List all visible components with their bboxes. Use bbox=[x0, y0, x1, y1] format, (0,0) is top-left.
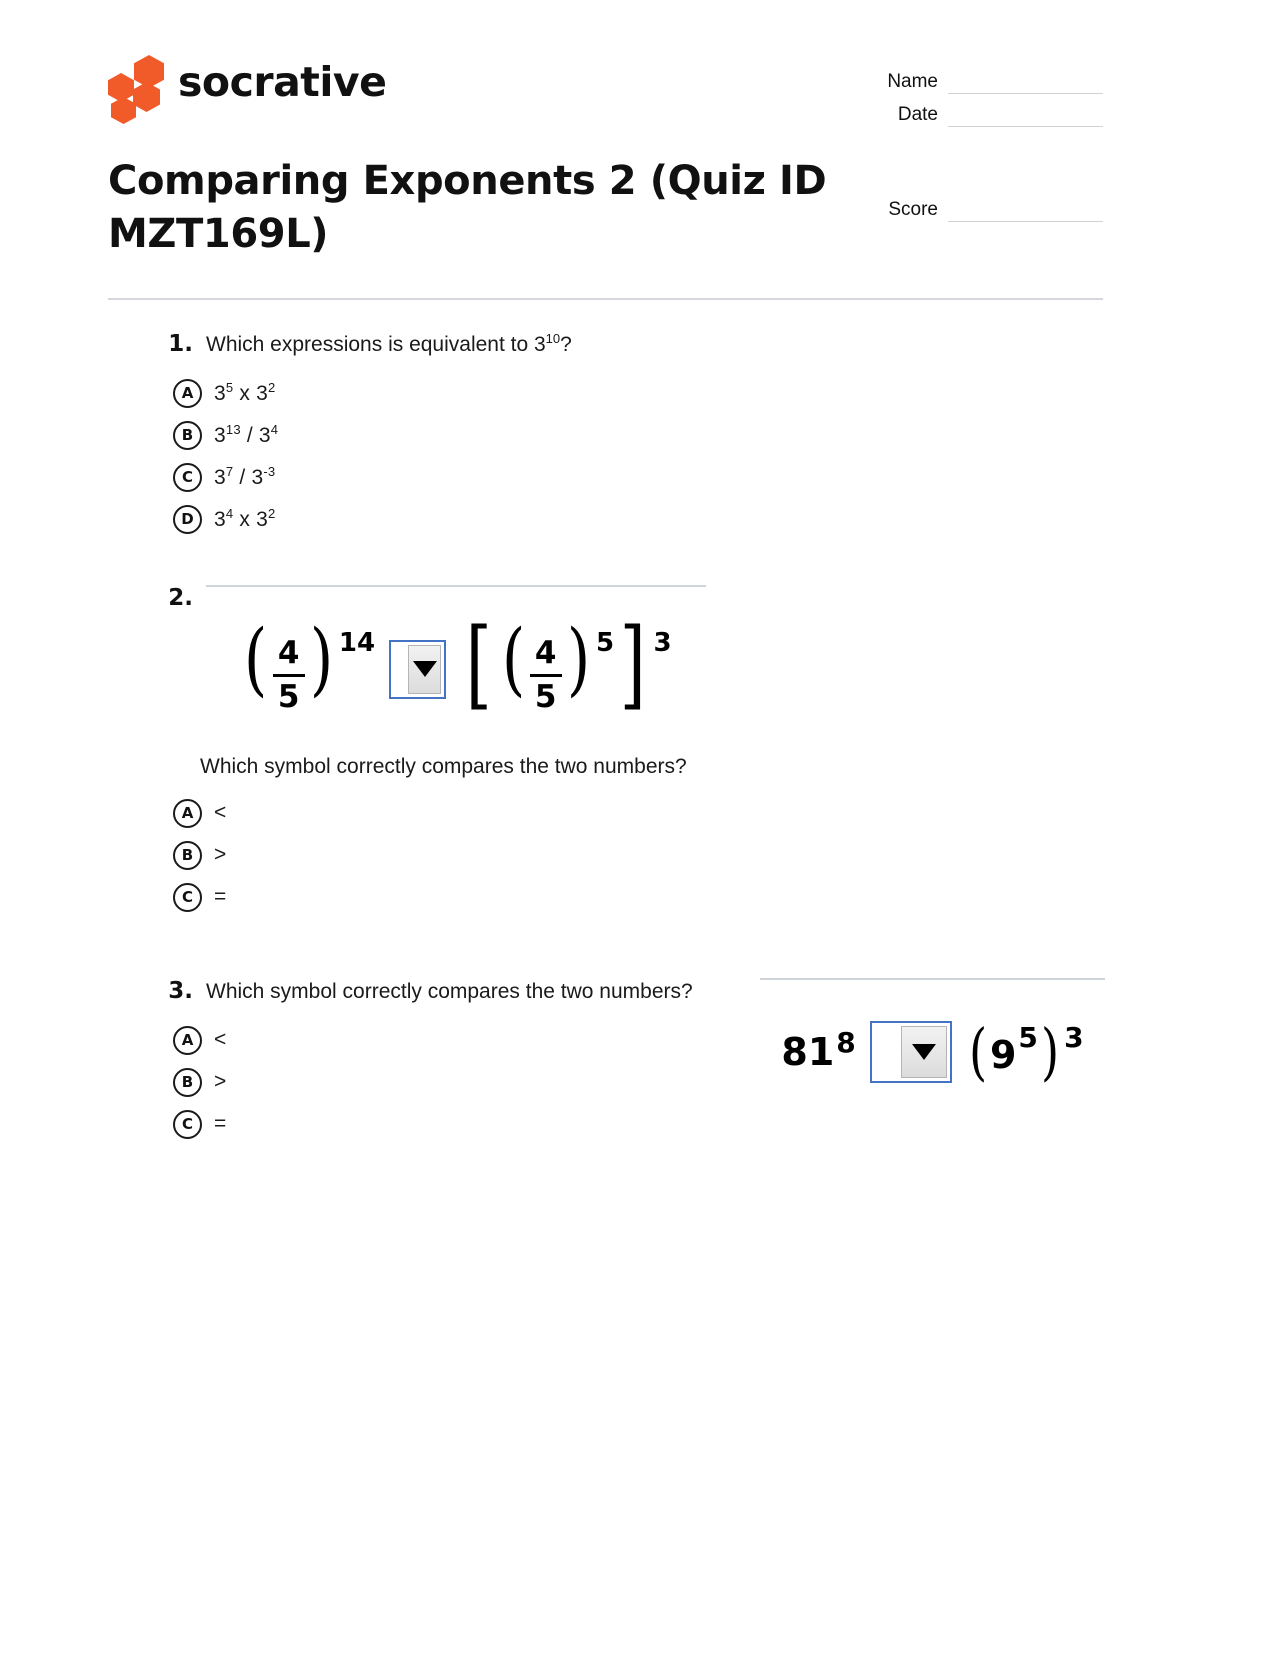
operator: x bbox=[233, 508, 257, 532]
choice-label bbox=[214, 422, 278, 448]
question-1-choices bbox=[165, 372, 865, 540]
question-1 bbox=[165, 330, 865, 540]
choice-bubble[interactable]: D bbox=[173, 505, 202, 534]
numerator: 4 bbox=[534, 635, 557, 672]
choice-label: < bbox=[214, 801, 227, 824]
question-2-choices bbox=[165, 792, 865, 918]
choice-label: = bbox=[214, 885, 227, 908]
left-paren: ( bbox=[501, 612, 525, 706]
outer-exponent: 3 bbox=[653, 628, 672, 659]
choice-option[interactable] bbox=[173, 792, 865, 834]
operator: / bbox=[240, 424, 259, 448]
left-paren: ( bbox=[968, 1014, 987, 1088]
base: 3 bbox=[214, 424, 226, 448]
comparator-dropdown[interactable] bbox=[870, 1021, 952, 1083]
denominator: 5 bbox=[534, 678, 557, 715]
exponent: 2 bbox=[268, 506, 276, 522]
base: 3 bbox=[214, 382, 226, 406]
prompt-suffix: ? bbox=[560, 333, 572, 356]
choice-bubble[interactable]: A bbox=[173, 1026, 202, 1055]
exponent: 5 bbox=[225, 380, 234, 396]
caret-down-icon bbox=[912, 1044, 936, 1060]
expression-frame bbox=[760, 978, 1105, 1102]
operator: x bbox=[233, 382, 257, 406]
hexagon-icon bbox=[134, 55, 164, 88]
choice-option[interactable] bbox=[173, 372, 865, 414]
exponent: -3 bbox=[263, 464, 276, 480]
question-prompt: Which symbol correctly compares the two numbers? bbox=[206, 980, 693, 1003]
base: 81 bbox=[781, 1030, 835, 1074]
choice-label: < bbox=[214, 1028, 227, 1052]
choice-label bbox=[214, 464, 275, 490]
prompt-exponent: 10 bbox=[545, 331, 561, 346]
inner-exponent: 5 bbox=[1018, 1020, 1038, 1054]
choice-option[interactable] bbox=[173, 498, 865, 540]
denominator: 5 bbox=[277, 678, 300, 715]
page-title: Comparing Exponents 2 (Quiz ID MZT169L) bbox=[108, 158, 827, 258]
base: 3 bbox=[214, 466, 226, 490]
choice-bubble[interactable]: C bbox=[173, 463, 202, 492]
header-divider bbox=[108, 298, 1103, 300]
fraction-bar bbox=[273, 674, 305, 677]
date-input-line[interactable] bbox=[948, 105, 1103, 127]
left-operand bbox=[240, 612, 376, 715]
base: 3 bbox=[256, 382, 269, 406]
score-label: Score bbox=[888, 199, 938, 220]
outer-exponent: 3 bbox=[1064, 1020, 1084, 1054]
math-expression bbox=[206, 609, 706, 729]
choice-bubble[interactable]: A bbox=[173, 379, 202, 408]
exponent: 4 bbox=[225, 506, 234, 522]
brand-logo bbox=[108, 55, 386, 113]
choice-label bbox=[214, 506, 275, 532]
choice-option[interactable] bbox=[173, 414, 865, 456]
socrative-hexagon-logo-icon bbox=[108, 55, 164, 113]
numerator: 4 bbox=[277, 635, 300, 672]
left-operand bbox=[781, 1026, 856, 1074]
page-header bbox=[108, 55, 1103, 258]
fraction bbox=[529, 624, 563, 713]
choice-bubble[interactable]: A bbox=[173, 799, 202, 828]
exponent: 7 bbox=[225, 464, 234, 480]
base: 9 bbox=[989, 1032, 1017, 1077]
math-expression bbox=[760, 1002, 1105, 1102]
operator: / bbox=[233, 466, 252, 490]
choice-option[interactable] bbox=[173, 1103, 865, 1145]
right-paren: ) bbox=[1040, 1014, 1060, 1088]
base: 3 bbox=[258, 424, 271, 448]
hexagon-icon bbox=[133, 82, 160, 112]
question-number: 1. bbox=[168, 331, 193, 357]
choice-label: = bbox=[214, 1112, 227, 1136]
question-number: 3. bbox=[168, 978, 193, 1004]
question-1-header bbox=[165, 330, 865, 359]
left-bracket: [ bbox=[465, 608, 492, 721]
right-paren: ) bbox=[566, 612, 591, 706]
hexagon-icon bbox=[111, 97, 136, 124]
question-3-expression-image bbox=[760, 978, 1105, 1102]
student-info-block bbox=[868, 72, 1103, 233]
name-label: Name bbox=[887, 71, 938, 92]
choice-label: > bbox=[214, 1070, 227, 1094]
name-input-line[interactable] bbox=[948, 72, 1103, 94]
question-2-expression-image bbox=[206, 585, 706, 729]
base: 3 bbox=[256, 508, 269, 532]
base: 3 bbox=[251, 466, 264, 490]
date-label: Date bbox=[897, 104, 938, 125]
choice-bubble[interactable]: B bbox=[173, 421, 202, 450]
right-bracket: ] bbox=[619, 608, 646, 721]
choice-option[interactable] bbox=[173, 456, 865, 498]
choice-bubble[interactable]: B bbox=[173, 1068, 202, 1097]
choice-bubble[interactable]: B bbox=[173, 841, 202, 870]
hexagon-icon bbox=[108, 73, 134, 102]
choice-bubble[interactable]: C bbox=[173, 1110, 202, 1139]
left-paren: ( bbox=[244, 612, 268, 706]
name-field-row bbox=[868, 72, 1103, 94]
right-operand bbox=[966, 1014, 1084, 1088]
right-operand bbox=[460, 608, 672, 721]
question-prompt bbox=[206, 330, 572, 359]
choice-label bbox=[214, 380, 275, 406]
score-field-row bbox=[868, 200, 1103, 222]
fraction-bar bbox=[530, 674, 562, 677]
exponent: 13 bbox=[225, 422, 241, 438]
caret-down-icon bbox=[413, 661, 437, 677]
exponent: 2 bbox=[268, 380, 276, 396]
choice-bubble[interactable]: C bbox=[173, 883, 202, 912]
score-input-line[interactable] bbox=[948, 200, 1103, 222]
dropdown-button[interactable] bbox=[901, 1026, 947, 1078]
question-2 bbox=[165, 585, 865, 918]
brand-name: socrative bbox=[178, 58, 387, 106]
inner-exponent: 5 bbox=[595, 628, 615, 659]
fraction bbox=[272, 624, 306, 713]
choice-label: > bbox=[214, 843, 227, 866]
question-number: 2. bbox=[168, 585, 193, 611]
dropdown-button[interactable] bbox=[408, 645, 441, 694]
date-field-row bbox=[868, 105, 1103, 127]
choice-option[interactable] bbox=[173, 876, 865, 918]
comparator-dropdown[interactable] bbox=[389, 640, 446, 699]
right-paren: ) bbox=[309, 612, 333, 706]
question-2-header bbox=[165, 585, 865, 729]
exponent: 14 bbox=[338, 628, 376, 659]
question-prompt: Which symbol correctly compares the two numbers? bbox=[200, 755, 687, 778]
exponent: 4 bbox=[270, 422, 279, 438]
base: 3 bbox=[214, 508, 226, 532]
exponent: 8 bbox=[836, 1026, 856, 1059]
choice-option[interactable] bbox=[173, 834, 865, 876]
prompt-text: Which expressions is equivalent to 3 bbox=[206, 333, 546, 356]
